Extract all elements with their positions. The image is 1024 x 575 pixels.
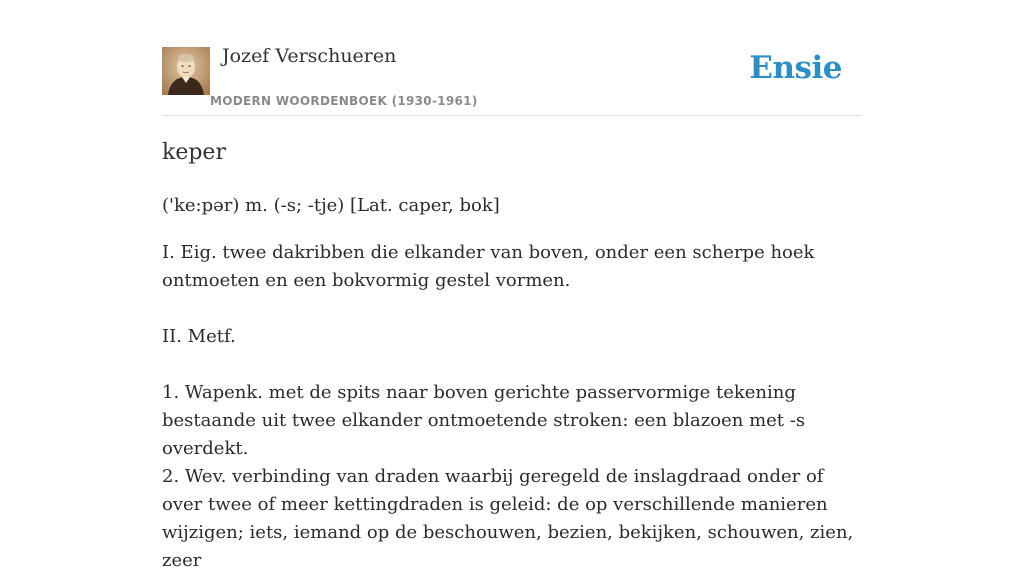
definition-paragraph: I. Eig. twee dakribben die elkander van boven, onder een scherpe hoek ontmoeten en een bokvormig gestel vormen.: [162, 242, 815, 291]
entry-pronunciation: ('ke:pər) m. (-s; -tje) [Lat. caper, bok]: [162, 195, 500, 216]
entry-word: keper: [162, 140, 226, 165]
author-portrait-icon: [162, 47, 210, 95]
content-container: [162, 0, 862, 571]
paragraph-spacer: [162, 295, 862, 323]
dictionary-source[interactable]: MODERN WOORDENBOEK (1930-1961): [210, 94, 478, 108]
paragraph-spacer: [162, 351, 862, 379]
author-name[interactable]: Jozef Verschueren: [222, 45, 397, 67]
author-avatar[interactable]: [162, 47, 210, 95]
definition-paragraph: 1. Wapenk. met de spits naar boven gerichte passervormige tekening bestaande uit twee elkander ontmoetende stroken: een blazoen met -s overdekt.: [162, 382, 806, 459]
entry-definition: [162, 239, 862, 575]
entry-header: [162, 0, 862, 116]
ensie-logo[interactable]: Ensie: [749, 50, 842, 86]
definition-paragraph: II. Metf.: [162, 326, 236, 347]
definition-paragraph: 2. Wev. verbinding van draden waarbij geregeld de inslagdraad onder of over twee of meer kettingdraden is geleid: de op verschillende manieren wijzigen; iets, iemand op de beschouwen, bezien, bekijken, schouwen, zien, zeer: [162, 466, 854, 571]
